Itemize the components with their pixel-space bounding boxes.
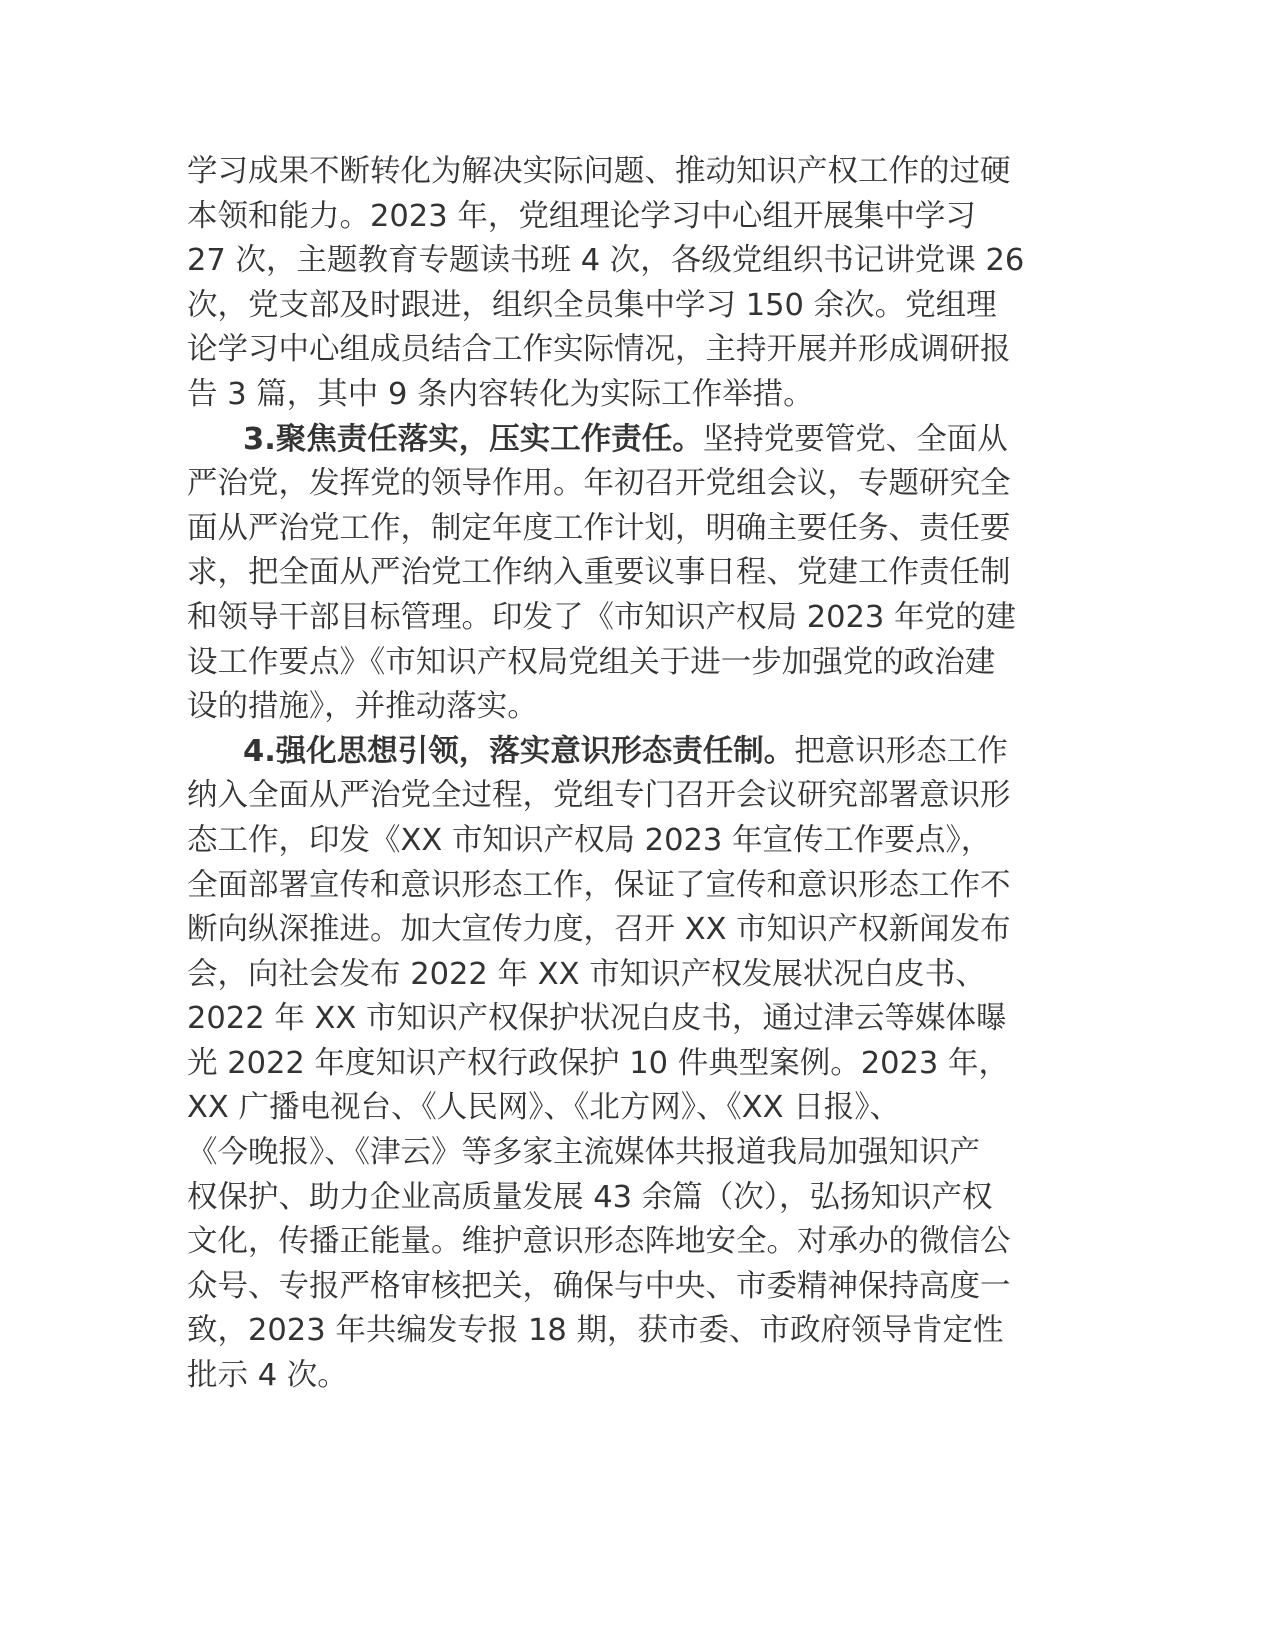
paragraph-line: 光 2022 年度知识产权行政保护 10 件典型案例。2023 年， bbox=[187, 1045, 1010, 1081]
paragraph-line: 设工作要点》《市知识产权局党组关于进一步加强党的政治建 bbox=[187, 644, 996, 680]
section-4-heading: 4.强化思想引领，落实意识形态责任制。 bbox=[243, 733, 795, 769]
paragraph-line: XX 广播电视台、《人民网》、《北方网》、《XX 日报》、 bbox=[187, 1090, 900, 1126]
paragraph-line: 《今晚报》、《津云》等多家主流媒体共报道我局加强知识产 bbox=[187, 1135, 980, 1171]
section-4-first-line bbox=[187, 730, 1087, 775]
section-3-first-line bbox=[187, 418, 1087, 463]
paragraph-line: 文化，传播正能量。维护意识形态阵地安全。对承办的微信公 bbox=[187, 1224, 1011, 1260]
paragraph-line: 2022 年 XX 市知识产权保护状况白皮书，通过津云等媒体曝 bbox=[187, 1001, 1007, 1037]
paragraph-line: 纳入全面从严治党全过程，党组专门召开会议研究部署意识形 bbox=[187, 778, 1011, 814]
paragraph-line: 会，向社会发布 2022 年 XX 市知识产权发展状况白皮书、 bbox=[187, 956, 986, 992]
paragraph-line: 权保护、助力企业高质量发展 43 余篇（次），弘扬知识产权 bbox=[187, 1179, 993, 1215]
paragraph-line: 27 次，主题教育专题读书班 4 次，各级党组织书记讲党课 26 bbox=[187, 243, 1025, 279]
paragraph-line: 告 3 篇，其中 9 条内容转化为实际工作举措。 bbox=[187, 376, 814, 412]
paragraph-line: 批示 4 次。 bbox=[187, 1358, 348, 1394]
document-body bbox=[187, 150, 1087, 1399]
section-4-first-line-text: 把意识形态工作 bbox=[794, 733, 1008, 769]
paragraph-line: 众号、专报严格审核把关，确保与中央、市委精神保持高度一 bbox=[187, 1268, 1011, 1304]
paragraph-line: 全面部署宣传和意识形态工作，保证了宣传和意识形态工作不 bbox=[187, 867, 1011, 903]
paragraph-line: 致，2023 年共编发专报 18 期，获市委、市政府领导肯定性 bbox=[187, 1313, 1004, 1349]
section-3-first-line-text: 坚持党要管党、全面从 bbox=[702, 421, 1008, 457]
paragraph-line: 论学习中心组成员结合工作实际情况，主持开展并形成调研报 bbox=[187, 332, 1011, 368]
section-3-heading: 3.聚焦责任落实，压实工作责任。 bbox=[243, 421, 703, 457]
paragraph-line: 设的措施》，并推动落实。 bbox=[187, 689, 538, 725]
paragraph-line: 和领导干部目标管理。印发了《市知识产权局 2023 年党的建 bbox=[187, 599, 1017, 635]
paragraph-line: 严治党，发挥党的领导作用。年初召开党组会议，专题研究全 bbox=[187, 466, 1011, 502]
paragraph-line: 次，党支部及时跟进，组织全员集中学习 150 余次。党组理 bbox=[187, 287, 997, 323]
paragraph-line: 本领和能力。2023 年，党组理论学习中心组开展集中学习 bbox=[187, 198, 976, 234]
paragraph-line: 断向纵深推进。加大宣传力度，召开 XX 市知识产权新闻发布 bbox=[187, 912, 1011, 948]
paragraph-line: 面从严治党工作，制定年度工作计划，明确主要任务、责任要 bbox=[187, 510, 1011, 546]
paragraph-line: 态工作，印发《XX 市知识产权局 2023 年宣传工作要点》， bbox=[187, 822, 992, 858]
paragraph-line: 学习成果不断转化为解决实际问题、推动知识产权工作的过硬 bbox=[187, 154, 1011, 189]
paragraph-line: 求，把全面从严治党工作纳入重要议事日程、党建工作责任制 bbox=[187, 555, 1011, 591]
